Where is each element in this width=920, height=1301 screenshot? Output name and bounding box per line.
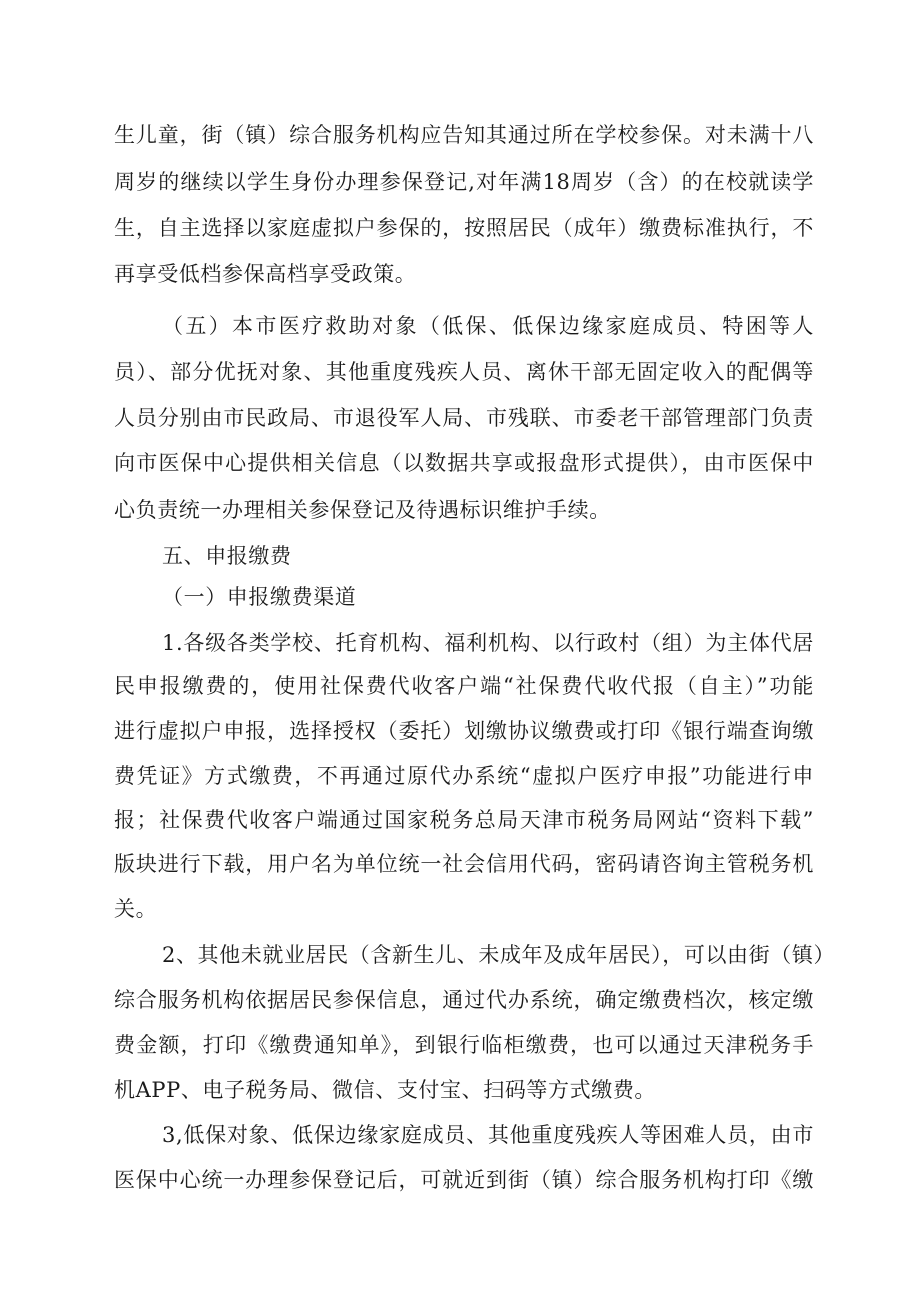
paragraph-line: 周岁的继续以学生身份办理参保登记,对年满18周岁（含）的在校就读学: [114, 170, 814, 194]
paragraph-line: 人员分别由市民政局、市退役军人局、市残联、市委老干部管理部门负责: [114, 406, 814, 430]
paragraph-line: 机APP、电子税务局、微信、支付宝、扫码等方式缴费。: [114, 1078, 657, 1102]
section-heading: 五、申报缴费: [162, 544, 292, 568]
paragraph-line: 心负责统一办理相关参保登记及待遇标识维护手续。: [114, 498, 611, 522]
paragraph-line: 1.各级各类学校、托育机构、福利机构、以行政村（组）为主体代居: [162, 631, 814, 655]
paragraph-line: 关。: [114, 897, 158, 921]
paragraph-line: 报；社保费代收客户端通过国家税务总局天津市税务局网站“资料下载”: [114, 808, 814, 832]
paragraph-line: 民申报缴费的，使用社保费代收客户端“社保费代收代报（自主）”功能: [114, 674, 814, 698]
paragraph-line: 费金额，打印《缴费通知单》，到银行临柜缴费，也可以通过天津税务手: [114, 1033, 814, 1057]
paragraph-line: 3,低保对象、低保边缘家庭成员、其他重度残疾人等困难人员，由市: [162, 1123, 814, 1147]
paragraph-line: 再享受低档参保高档享受政策。: [114, 262, 417, 286]
paragraph-line: 医保中心统一办理参保登记后，可就近到街（镇）综合服务机构打印《缴: [114, 1168, 814, 1192]
paragraph-line: （五）本市医疗救助对象（低保、低保边缘家庭成员、特困等人: [162, 314, 814, 338]
subsection-heading: （一）申报缴费渠道: [162, 585, 357, 609]
paragraph-line: 生，自主选择以家庭虚拟户参保的，按照居民（成年）缴费标准执行，不: [114, 216, 814, 240]
paragraph-line: 员）、部分优抚对象、其他重度残疾人员、离休干部无固定收入的配偶等: [114, 360, 814, 384]
paragraph-line: 费凭证》方式缴费，不再通过原代办系统“虚拟户医疗申报”功能进行申: [114, 764, 814, 788]
paragraph-line: 综合服务机构依据居民参保信息，通过代办系统，确定缴费档次，核定缴: [114, 988, 814, 1012]
paragraph-line: 进行虚拟户申报，选择授权（委托）划缴协议缴费或打印《银行端查询缴: [114, 719, 814, 743]
paragraph-line: 2、其他未就业居民（含新生儿、未成年及成年居民），可以由街（镇）: [162, 943, 836, 967]
paragraph-line: 生儿童，街（镇）综合服务机构应告知其通过所在学校参保。对未满十八: [114, 123, 814, 147]
paragraph-line: 向市医保中心提供相关信息（以数据共享或报盘形式提供），由市医保中: [114, 451, 814, 475]
paragraph-line: 版块进行下载，用户名为单位统一社会信用代码，密码请咨询主管税务机: [114, 852, 814, 876]
